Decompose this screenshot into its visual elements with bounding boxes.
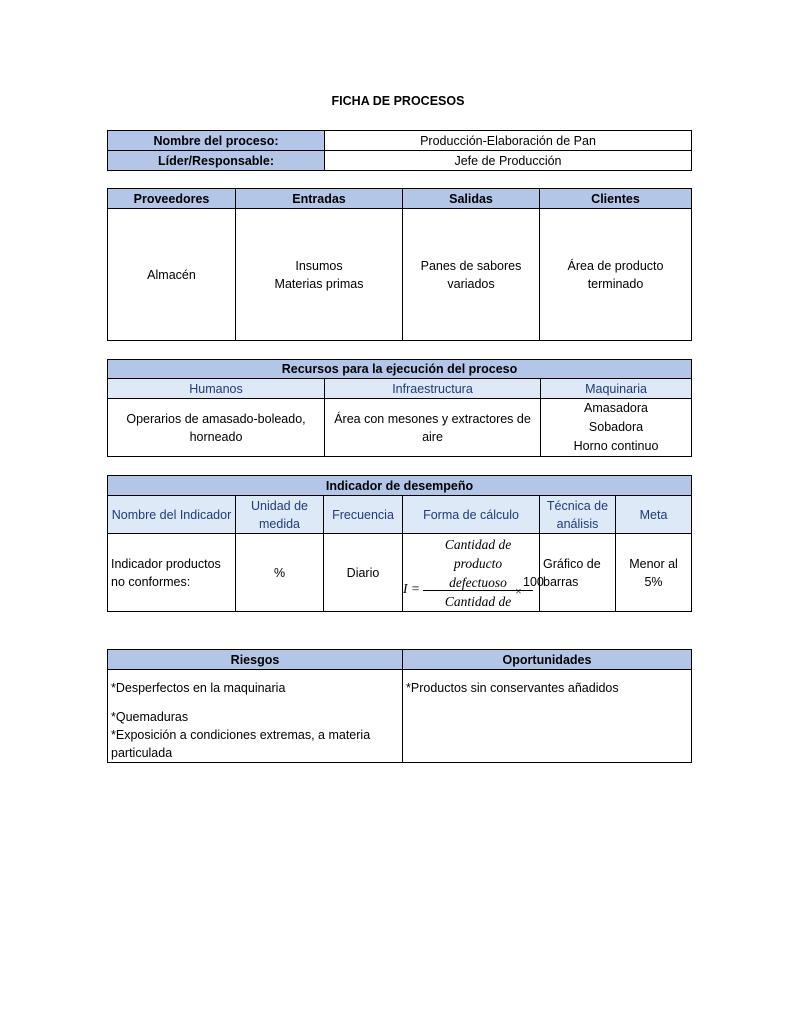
- maquinaria-item: Amasadora: [584, 401, 648, 415]
- header-riesgos: Riesgos: [108, 650, 403, 670]
- header-humanos: Humanos: [108, 379, 325, 399]
- maquinaria-item: Sobadora: [588, 420, 644, 434]
- header-tecnica-analisis: Técnica de análisis: [540, 496, 616, 534]
- resources-table: [107, 359, 692, 457]
- formula: [403, 535, 544, 611]
- header-meta: Meta: [616, 496, 692, 534]
- formula-lhs: I =: [403, 580, 420, 596]
- salidas-cell: [403, 209, 540, 341]
- indicator-table: [107, 475, 692, 612]
- header-unidad-medida: Unidad de medida: [236, 496, 324, 534]
- sipoc-table: [107, 188, 692, 341]
- risk-item: *Quemaduras: [111, 710, 189, 724]
- risk-item: *Exposición a condiciones extremas, a materia particulada: [111, 728, 371, 760]
- risk-item: *Desperfectos en la maquinaria: [111, 681, 286, 695]
- clientes-line: terminado: [587, 276, 644, 291]
- leader-value: Jefe de Producción: [325, 151, 692, 171]
- maquinaria-cell: [541, 399, 692, 457]
- opportunities-cell: [403, 670, 692, 763]
- salidas-line: variados: [447, 276, 495, 291]
- leader-label: Líder/Responsable:: [108, 151, 325, 171]
- header-forma-calculo: Forma de cálculo: [403, 496, 540, 534]
- entradas-line: Insumos: [295, 258, 343, 273]
- formula-cell: [403, 534, 544, 612]
- formula-times: ×: [515, 583, 522, 598]
- indicator-name-cell: Indicador productos no conformes:: [108, 534, 236, 612]
- risks-table: [107, 649, 692, 763]
- header-clientes: Clientes: [540, 189, 692, 209]
- header-salidas: Salidas: [403, 189, 540, 209]
- process-name-value: Producción-Elaboración de Pan: [325, 131, 692, 151]
- process-name-label: Nombre del proceso:: [108, 131, 325, 151]
- opportunity-item: *Productos sin conservantes añadidos: [406, 681, 619, 695]
- goal-cell: Menor al 5%: [616, 534, 692, 612]
- entradas-cell: [236, 209, 403, 341]
- header-proveedores: Proveedores: [108, 189, 236, 209]
- header-oportunidades: Oportunidades: [403, 650, 692, 670]
- proveedores-cell: [108, 209, 236, 341]
- document-title: FICHA DE PROCESOS: [331, 94, 465, 108]
- resources-title: Recursos para la ejecución del proceso: [108, 360, 692, 379]
- header-frecuencia: Frecuencia: [324, 496, 403, 534]
- frequency-cell: Diario: [324, 534, 403, 612]
- indicator-title: Indicador de desempeño: [108, 476, 692, 496]
- technique-cell: Gráfico de barras: [540, 534, 616, 612]
- formula-num-line: defectuoso: [449, 574, 507, 590]
- formula-denominator: Cantidad de: [444, 593, 512, 609]
- formula-hundred: 100: [523, 574, 544, 589]
- formula-num-line: producto: [453, 555, 503, 571]
- unit-cell: %: [236, 534, 324, 612]
- formula-num-line: Cantidad de: [444, 536, 512, 552]
- header-entradas: Entradas: [236, 189, 403, 209]
- process-info-table: [107, 130, 692, 171]
- infraestructura-cell: Área con mesones y extractores de aire: [325, 399, 541, 457]
- clientes-line: Área de producto: [567, 258, 664, 273]
- salidas-line: Panes de sabores: [420, 258, 522, 273]
- humanos-cell: Operarios de amasado-boleado, horneado: [108, 399, 325, 457]
- risks-cell: [108, 670, 403, 763]
- header-infraestructura: Infraestructura: [325, 379, 541, 399]
- clientes-cell: [540, 209, 692, 341]
- proveedores-line: Almacén: [147, 267, 196, 282]
- entradas-line: Materias primas: [274, 276, 364, 291]
- maquinaria-item: Horno continuo: [573, 439, 659, 453]
- header-nombre-indicador: Nombre del Indicador: [108, 496, 236, 534]
- header-maquinaria: Maquinaria: [541, 379, 692, 399]
